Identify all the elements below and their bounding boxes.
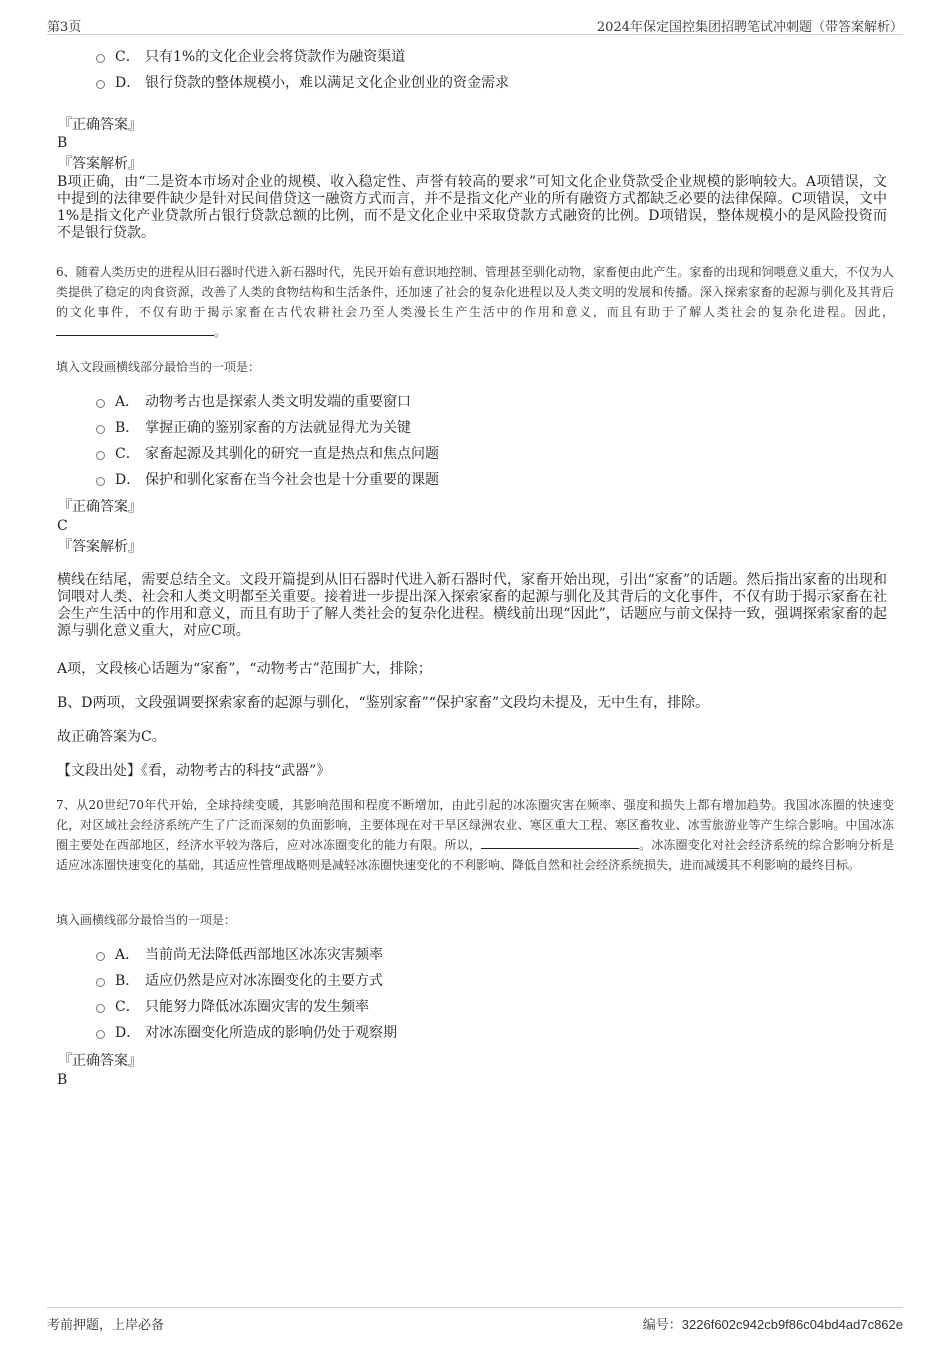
- q6-analysis-bd: B、D两项，文段强调要探索家畜的起源与驯化，“鉴别家畜”“保护家畜”文段均未提及，无中生有，排除。: [57, 695, 710, 711]
- footer-slogan: 考前押题，上岸必备: [47, 1318, 165, 1333]
- q6-source: 【文段出处】《看，动物考古的科技“武器”》: [57, 763, 331, 779]
- q6-option-b[interactable]: B． 掌握正确的鉴别家畜的方法就显得尤为关键: [96, 418, 411, 438]
- q7-answer-label: 『正确答案』: [58, 1053, 142, 1069]
- radio-icon[interactable]: [96, 1030, 105, 1039]
- radio-icon[interactable]: [96, 952, 105, 961]
- q6-analysis-main: 横线在结尾，需要总结全文。文段开篇提到从旧石器时代进入新石器时代，家畜开始出现，引出“家畜”的话题。然后指出家畜的出现和饲喂对人类、社会和人类文明都至关重要。接着进一步提出深入探索家畜的起源与驯化及其背后的文化事件，不仅有助于揭示家畜在社会生产生活中的作用和意义，而且有助于了解人类社会的复杂化进程。横线前出现“因此”，话题应与前文保持一致，强调探索家畜的起源与驯化意义重大，对应C项。: [57, 572, 887, 639]
- q6-prompt: 填入文段画横线部分最恰当的一项是：: [56, 360, 261, 374]
- page-footer: [47, 1307, 903, 1333]
- q7-prompt: 填入画横线部分最恰当的一项是：: [56, 913, 237, 927]
- q5-answer: B: [57, 135, 68, 151]
- document-code: 编号：3226f602c942cb9f86c04bd4ad7c862e: [642, 1317, 903, 1333]
- radio-icon[interactable]: [96, 1004, 105, 1013]
- radio-icon[interactable]: [96, 425, 105, 434]
- q5-analysis: B项正确，由“二是资本市场对企业的规模、收入稳定性、声誉有较高的要求”可知文化企业贷款受企业规模的影响较大。A项错误，文中提到的法律要件缺少是针对民间借贷这一融资方式而言，并不是指文化产业的所有融资方式都缺乏必要的法律保障。C项错误，文中1%是指文化产业贷款所占银行贷款总额的比例，而不是文化企业中采取贷款方式融资的比例。D项错误，整体规模小的是风险投资而不是银行贷款。: [57, 174, 887, 241]
- q6-analysis-label: 『答案解析』: [58, 539, 142, 555]
- page-header: [47, 12, 903, 35]
- q7-answer: B: [57, 1072, 68, 1088]
- q6-analysis-conclusion: 故正确答案为C。: [57, 729, 166, 745]
- radio-icon[interactable]: [96, 477, 105, 486]
- radio-icon[interactable]: [96, 399, 105, 408]
- radio-icon[interactable]: [96, 80, 105, 89]
- q6-option-d[interactable]: D． 保护和驯化家畜在当今社会也是十分重要的课题: [96, 470, 439, 490]
- q6-analysis-a: A项，文段核心话题为“家畜”，“动物考古”范围扩大，排除；: [57, 661, 432, 677]
- q5-analysis-label: 『答案解析』: [58, 156, 142, 172]
- document-title: 2024年保定国控集团招聘笔试冲刺题（带答案解析）: [596, 20, 903, 35]
- q6-option-c[interactable]: C． 家畜起源及其驯化的研究一直是热点和焦点问题: [96, 444, 439, 464]
- q6-option-a[interactable]: A． 动物考古也是探索人类文明发端的重要窗口: [96, 392, 411, 412]
- q6-answer: C: [57, 518, 68, 534]
- q7-option-c[interactable]: C． 只能努力降低冰冻圈灾害的发生频率: [96, 997, 369, 1017]
- q5-option-c[interactable]: C． 只有1%的文化企业会将贷款作为融资渠道: [96, 47, 405, 67]
- page-number: 第3页: [47, 20, 82, 35]
- q7-option-d[interactable]: D． 对冰冻圈变化所造成的影响仍处于观察期: [96, 1023, 397, 1043]
- q7-option-b[interactable]: B． 适应仍然是应对冰冻圈变化的主要方式: [96, 971, 383, 991]
- radio-icon[interactable]: [96, 451, 105, 460]
- q6-answer-label: 『正确答案』: [58, 499, 142, 515]
- q5-option-d[interactable]: D． 银行贷款的整体规模小，难以满足文化企业创业的资金需求: [96, 73, 509, 93]
- q7-option-a[interactable]: A． 当前尚无法降低西部地区冰冻灾害频率: [96, 945, 383, 965]
- q6-question: 6、随着人类历史的进程从旧石器时代进入新石器时代，先民开始有意识地控制、管理甚至驯化动物，家畜便由此产生。家畜的出现和饲喂意义重大，不仅为人类提供了稳定的肉食资源，改善了人类的食物结构和生活条件，还加速了社会的复杂化进程以及人类文明的发展和传播。深入探索家畜的起源与驯化及其背后的文化事件，不仅有助于揭示家畜在古代农耕社会乃至人类漫长生产生活中的作用和意义，而且有助于了解人类社会的复杂化进程。因此，。: [56, 265, 894, 339]
- answer-blank: [56, 323, 214, 336]
- q7-question: 7、从20世纪70年代开始，全球持续变暖，其影响范围和程度不断增加，由此引起的冰冻圈灾害在频率、强度和损失上都有增加趋势。我国冰冻圈的快速变化，对区域社会经济系统产生了广泛而深刻的负面影响，主要体现在对干旱区绿洲农业、寒区重大工程、寒区畜牧业、冰雪旅游业等产生综合影响。中国冰冻圈主要处在西部地区，经济水平较为落后，应对冰冻圈变化的能力有限。所以， 。冰冻圈变化对社会经济系统的综合影响分析是适应冰冻圈快速变化的基础，其适应性管理战略则是减轻冰冻圈快速变化的不利影响、降低自然和社会经济系统损失，进而减缓其不利影响的最终目标。: [56, 798, 894, 872]
- q5-answer-label: 『正确答案』: [58, 117, 142, 133]
- answer-blank: [481, 836, 639, 849]
- radio-icon[interactable]: [96, 54, 105, 63]
- radio-icon[interactable]: [96, 978, 105, 987]
